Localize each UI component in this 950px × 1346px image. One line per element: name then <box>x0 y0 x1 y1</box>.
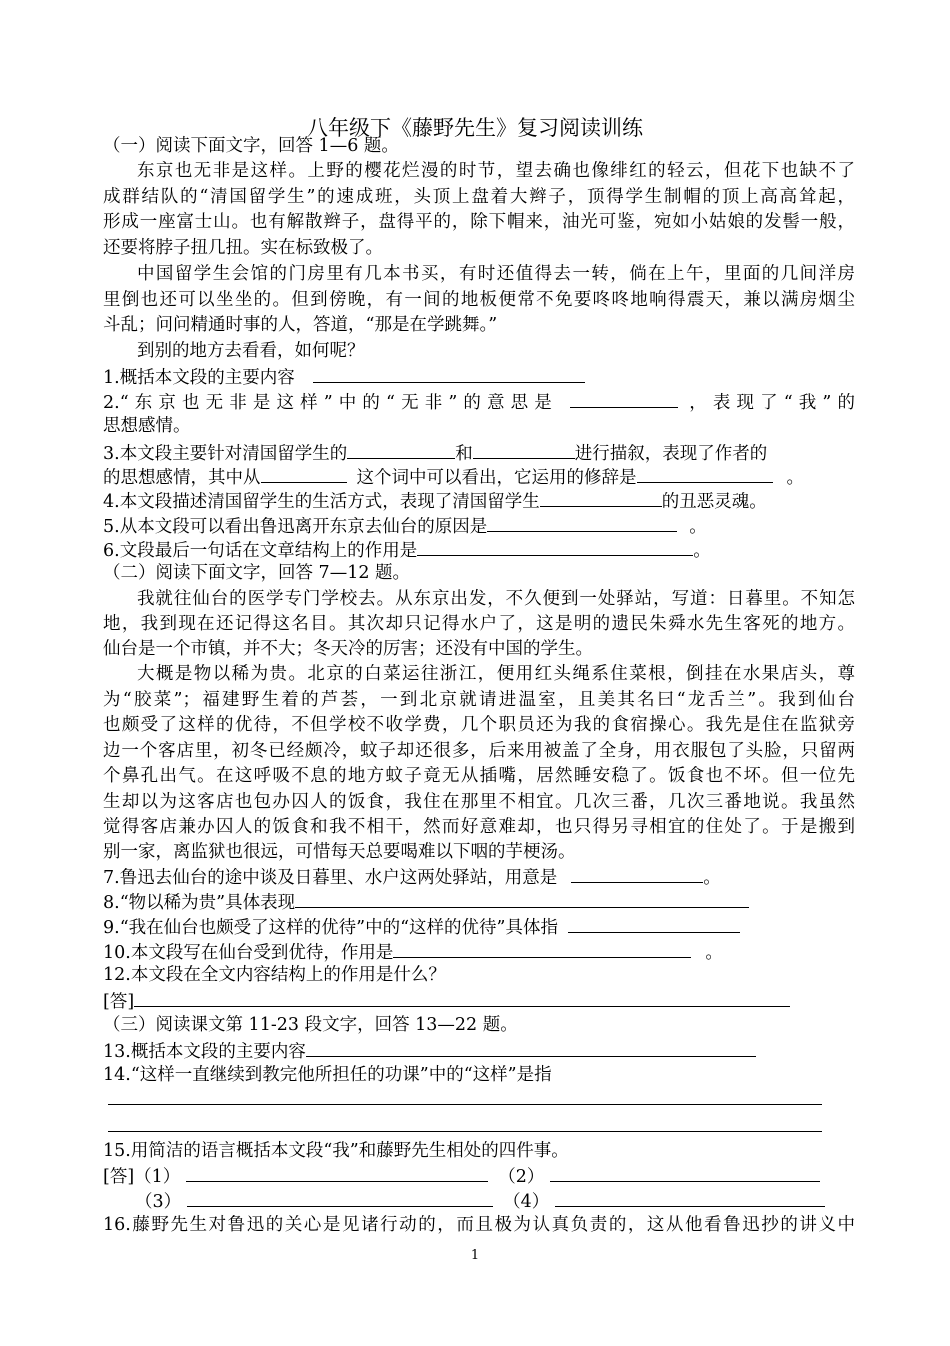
answer-label: [答] <box>103 992 135 1012</box>
answer-blank[interactable] <box>393 939 691 958</box>
question-text: 3.本文段主要针对清国留学生的 <box>103 444 348 464</box>
answer-rule[interactable] <box>108 1104 822 1105</box>
section-2-heading: （二）阅读下面文字，回答 7—12 题。 <box>103 563 411 583</box>
answer-blank[interactable] <box>637 464 773 483</box>
answer-blank[interactable] <box>187 1188 493 1207</box>
answer-blank[interactable] <box>134 988 790 1007</box>
question-6 <box>103 537 855 562</box>
paragraph-line: 大概是物以稀为贵。北京的白菜运往浙江，便用红头绳系住菜根，倒挂在水果店头，尊 <box>137 664 855 684</box>
paragraph-line: 觉得客店兼办囚人的饭食和我不相干，然而好意难却，也只得另寻相宜的住处了。于是搬到 <box>103 817 855 837</box>
question-text: 。 <box>786 468 804 488</box>
section-3-heading: （三）阅读课文第 11-23 段文字，回答 13—22 题。 <box>103 1015 518 1035</box>
question-3 <box>103 440 855 465</box>
answer-blank[interactable] <box>568 914 740 933</box>
question-text: 这个词中可以看出，它运用的修辞是 <box>356 468 637 488</box>
answer-row-2 <box>103 1188 855 1213</box>
question-14: 14.“这样一直继续到教完他所担任的功课”中的“这样”是指 <box>103 1065 552 1085</box>
question-text: 4.本文段描述清国留学生的生活方式，表现了清国留学生 <box>103 492 540 512</box>
paragraph-line: 我就往仙台的医学专门学校去。从东京出发，不久便到一处驿站，写道：日暮里。不知怎 <box>137 589 855 609</box>
answer-blank[interactable] <box>417 537 693 556</box>
item-label: （4） <box>503 1192 550 1212</box>
answer-rule[interactable] <box>108 1131 822 1132</box>
question-text: 5.从本文段可以看出鲁迅离开东京去仙台的原因是 <box>103 517 488 537</box>
question-text: 。 <box>705 943 723 963</box>
answer-blank[interactable] <box>540 488 662 507</box>
paragraph-line: 还要将脖子扭几扭。实在标致极了。 <box>103 238 383 258</box>
paragraph-line: 边一个客店里，初冬已经颇冷，蚊子却还很多，后来用被盖了全身，用衣服包了头脸，只留两 <box>103 741 855 761</box>
answer-line <box>103 988 855 1013</box>
question-text: 。 <box>689 517 707 537</box>
question-8 <box>103 889 855 914</box>
answer-blank[interactable] <box>186 1163 488 1182</box>
paragraph-line: 生却以为这客店也包办囚人的饭食，我住在那里不相宜。几次三番，几次三番地说。我虽然 <box>103 792 855 812</box>
answer-blank[interactable] <box>555 1188 825 1207</box>
paragraph-line: 里倒也还可以坐坐的。但到傍晚，有一间的地板便常不免要咚咚地响得震天，兼以满房烟尘 <box>103 290 855 310</box>
paragraph-line: 仙台是一个市镇，并不大；冬天冷的厉害；还没有中国的学生。 <box>103 639 593 659</box>
answer-blank[interactable] <box>550 1163 820 1182</box>
question-16: 16.藤野先生对鲁迅的关心是见诸行动的，而且极为认真负责的，这从他看鲁迅抄的讲义中 <box>103 1215 855 1235</box>
answer-blank[interactable] <box>261 464 347 483</box>
answer-blank[interactable] <box>347 440 455 459</box>
question-text: 的丑恶灵魂。 <box>661 492 767 512</box>
question-text: 13.概括本文段的主要内容 <box>103 1042 306 1062</box>
question-15: 15.用简洁的语言概括本文段“我”和藤野先生相处的四件事。 <box>103 1141 569 1161</box>
question-4 <box>103 488 855 513</box>
answer-label: [答] <box>103 1167 135 1187</box>
question-text: ，表现了“我”的 <box>689 393 855 413</box>
question-2 <box>103 389 855 414</box>
question-13 <box>103 1038 855 1063</box>
question-2-cont: 思想感情。 <box>103 416 191 436</box>
question-text: 。 <box>703 868 721 888</box>
question-1 <box>103 364 855 389</box>
paragraph-line: 地，我到现在还记得这名目。其次却只记得水户了，这是明的遗民朱舜水先生客死的地方。 <box>103 614 855 634</box>
answer-blank[interactable] <box>487 513 677 532</box>
paragraph-line: 形成一座富士山。也有解散辫子，盘得平的，除下帽来，油光可鉴，宛如小姑娘的发髻一般， <box>103 212 855 232</box>
item-label: （2） <box>498 1167 545 1187</box>
paragraph-line: 东京也无非是这样。上野的樱花烂漫的时节，望去确也像绯红的轻云，但花下也缺不了 <box>137 161 855 181</box>
question-text: 2.“东京也无非是这样”中的“无非”的意思是 <box>103 393 558 413</box>
question-text: 7.鲁迅去仙台的途中谈及日暮里、水户这两处驿站，用意是 <box>103 868 558 888</box>
question-text: 9.“我在仙台也颇受了这样的优待”中的“这样的优待”具体指 <box>103 918 558 938</box>
page-title: 八年级下《藤野先生》复习阅读训练 <box>307 116 643 140</box>
paragraph-line: 成群结队的“清国留学生”的速成班，头顶上盘着大辫子，顶得学生制帽的顶上高高耸起， <box>103 187 855 207</box>
question-text: 和 <box>455 444 473 464</box>
question-3-cont <box>103 464 855 489</box>
section-1-heading: （一）阅读下面文字，回答 1—6 题。 <box>103 136 399 156</box>
paragraph-line: 也颇受了这样的优待，不但学校不收学费，几个职员还为我的食宿操心。我先是住在监狱旁 <box>103 715 855 735</box>
question-text: 8.“物以稀为贵”具体表现 <box>103 893 296 913</box>
paragraph-line: 个鼻孔出气。在这呼吸不息的地方蚊子竟无从插嘴，居然睡安稳了。饭食也不坏。但一位先 <box>103 766 855 786</box>
item-label: （1） <box>134 1167 181 1187</box>
paragraph-line: 别一家，离监狱也很远，可惜每天总要喝难以下咽的芋梗汤。 <box>103 842 576 862</box>
question-7 <box>103 864 855 889</box>
paragraph-line: 斗乱；问问精通时事的人，答道，“那是在学跳舞。” <box>103 315 498 335</box>
question-10 <box>103 939 855 964</box>
item-label: （3） <box>135 1192 182 1212</box>
answer-blank[interactable] <box>295 889 749 908</box>
page-number: 1 <box>470 1248 480 1263</box>
question-text: 6.文段最后一句话在文章结构上的作用是 <box>103 541 418 561</box>
question-text: 的思想感情，其中从 <box>103 468 261 488</box>
question-text: 10.本文段写在仙台受到优待，作用是 <box>103 943 394 963</box>
question-12: 12.本文段在全文内容结构上的作用是什么？ <box>103 965 446 985</box>
paragraph-line: 中国留学生会馆的门房里有几本书买，有时还值得去一转，倘在上午，里面的几间洋房 <box>137 264 855 284</box>
answer-blank[interactable] <box>570 389 678 408</box>
answer-blank[interactable] <box>571 864 703 883</box>
paragraph-line: 为“胶菜”；福建野生着的芦荟，一到北京就请进温室，且美其名曰“龙舌兰”。我到仙台 <box>103 690 855 710</box>
answer-row-1 <box>103 1163 855 1188</box>
question-text: 1.概括本文段的主要内容 <box>103 368 295 388</box>
answer-blank[interactable] <box>306 1038 756 1057</box>
question-text: 。 <box>693 541 711 561</box>
answer-blank[interactable] <box>313 364 585 383</box>
answer-blank[interactable] <box>473 440 575 459</box>
question-text: 进行描叙，表现了作者的 <box>574 444 768 464</box>
question-5 <box>103 513 855 538</box>
paragraph-line: 到别的地方去看看，如何呢？ <box>137 341 365 361</box>
question-9 <box>103 914 855 939</box>
